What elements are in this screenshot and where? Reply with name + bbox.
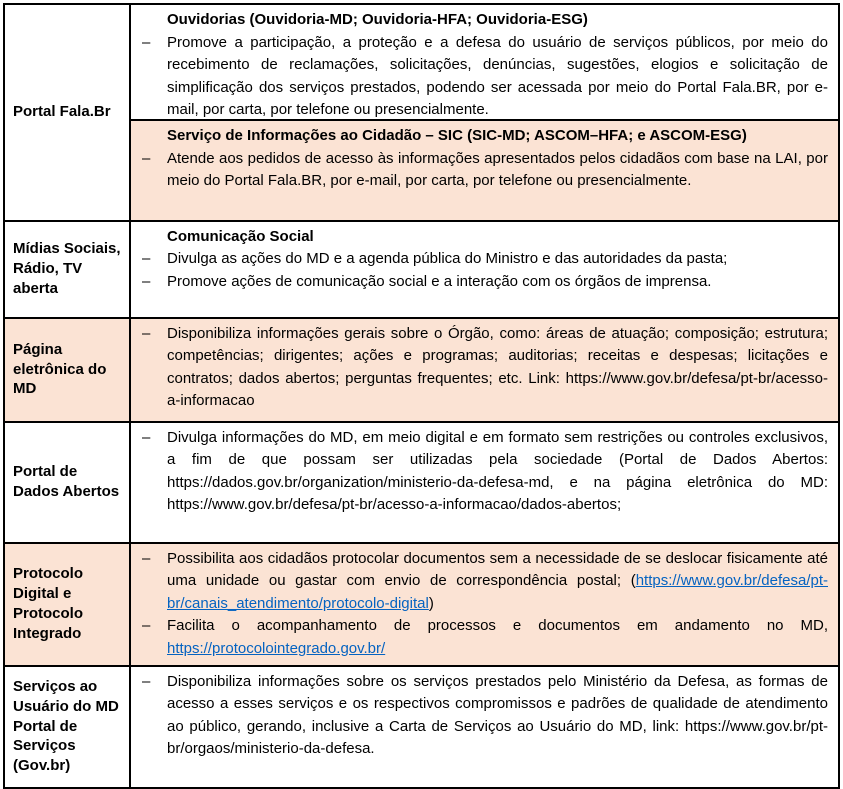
channel-sections <box>131 544 838 665</box>
channel-sections <box>131 5 838 220</box>
bullet-dash: – <box>142 672 151 690</box>
bullet-text <box>167 615 828 660</box>
bullet-item <box>139 548 828 616</box>
bullet-text <box>167 323 828 413</box>
bullet-text <box>167 271 828 294</box>
bullet-item <box>139 32 828 122</box>
channel-label-cell <box>5 5 131 220</box>
channel-label: Serviços ao Usuário do MD Portal de Serviços (Gov.br) <box>13 678 119 775</box>
bullet-item <box>139 671 828 761</box>
bullet-dash: – <box>142 428 151 446</box>
bullet-dash: – <box>142 250 151 267</box>
channel-section <box>131 222 838 317</box>
channel-label: Mídias Sociais, Rádio, TV aberta <box>13 240 121 297</box>
hyperlink[interactable]: https://www.gov.br/defesa/pt-br/canais_atendimento/protocolo-digital <box>167 572 828 612</box>
channel-section <box>131 423 838 542</box>
text-segment: Possibilita aos cidadãos protocolar documentos sem a necessidade de se deslocar fisicamente até uma unidade ou gastar com envio de correspondência postal; ( <box>167 549 828 589</box>
bullet-text <box>167 148 828 193</box>
bullet-item <box>139 271 828 294</box>
channel-sections <box>131 423 838 542</box>
channel-section <box>131 5 838 119</box>
channel-section <box>131 544 838 665</box>
channel-section <box>131 667 838 787</box>
text-segment: Disponibiliza informações sobre os serviços prestados pelo Ministério da Defesa, as formas de acesso a esses serviços e os respectivos compromissos e padrões de qualidade de atendimento ao público, gerando, inclusive a Carta de Serviços ao Usuário do MD, link: https://www.gov.br/pt-br/orgaos/ministerio-da-defesa. <box>167 672 828 757</box>
channel-label: Portal de Dados Abertos <box>13 463 120 500</box>
text-segment: ) <box>428 594 434 612</box>
channel-section <box>131 119 838 220</box>
table-row <box>5 542 838 665</box>
channel-label-cell <box>5 319 131 421</box>
section-heading: Comunicação Social <box>167 227 314 245</box>
hyperlink[interactable]: https://protocolointegrado.gov.br/ <box>167 639 386 657</box>
channel-sections <box>131 222 838 317</box>
section-heading: Ouvidorias (Ouvidoria-MD; Ouvidoria-HFA; Ouvidoria-ESG) <box>167 11 588 28</box>
section-heading: Serviço de Informações ao Cidadão – SIC (SIC-MD; ASCOM–HFA; e ASCOM-ESG) <box>167 127 747 144</box>
bullet-text <box>167 32 828 122</box>
channel-label-cell <box>5 423 131 542</box>
channel-sections <box>131 667 838 787</box>
text-segment: Atende aos pedidos de acesso às informações apresentados pelos cidadãos com base na LAI, por meio do Portal Fala.BR, por e-mail, por carta, por telefone ou presencialmente. <box>167 149 828 189</box>
bullet-dash: – <box>142 272 151 290</box>
bullet-text <box>167 427 828 517</box>
text-segment: Promove ações de comunicação social e a interação com os órgãos de imprensa. <box>167 272 712 290</box>
table-row <box>5 5 838 220</box>
channels-table <box>3 3 840 789</box>
table-row <box>5 317 838 421</box>
bullet-dash: – <box>142 549 151 567</box>
bullet-dash: – <box>142 324 151 342</box>
text-segment: Promove a participação, a proteção e a defesa do usuário de serviços públicos, por meio do recebimento de reclamações, solicitações, denúncias, sugestões, elogios e solicitação de simplificação dos serviços prestados, podendo ser acessada por meio do Portal Fala.BR, por e-mail, por carta, por telefone ou presencialmente. <box>167 33 828 118</box>
bullet-dash: – <box>142 149 151 167</box>
text-segment: Divulga as ações do MD e a agenda pública do Ministro e das autoridades da pasta; <box>167 250 728 267</box>
bullet-text <box>167 248 828 271</box>
bullet-item <box>139 427 828 517</box>
text-segment: Facilita o acompanhamento de processos e documentos em andamento no MD, <box>167 617 828 634</box>
channel-section <box>131 319 838 421</box>
text-segment: Disponibiliza informações gerais sobre o Órgão, como: áreas de atuação; composição; estrutura; competências; dirigentes; ações e programas; auditorias; receitas e despesas; licitações e contratos; dados abertos; perguntas frequentes; etc. Link: https://www.gov.br/defesa/pt-br/acesso-a-informacao <box>167 324 828 409</box>
channel-label: Protocolo Digital e Protocolo Integrado <box>13 565 83 642</box>
bullet-dash: – <box>142 617 151 634</box>
bullet-item <box>139 615 828 660</box>
channel-label: Portal Fala.Br <box>13 103 111 121</box>
bullet-item <box>139 248 828 271</box>
channel-label-cell <box>5 544 131 665</box>
table-row <box>5 421 838 542</box>
channel-label-cell <box>5 667 131 787</box>
bullet-text <box>167 548 828 616</box>
bullet-text <box>167 671 828 761</box>
channel-label-cell <box>5 222 131 317</box>
table-row <box>5 220 838 317</box>
bullet-item <box>139 148 828 193</box>
text-segment: Divulga informações do MD, em meio digital e em formato sem restrições ou controles exclusivos, a fim de que possam ser utilizadas pela sociedade (Portal de Dados Abertos: https://dados.gov.br/organization/ministerio-da-defesa-md, e na página eletrônica do MD: https://www.gov.br/defesa/pt-br/acesso-a-informacao/dados-abertos; <box>167 428 828 513</box>
channel-sections <box>131 319 838 421</box>
bullet-item <box>139 323 828 413</box>
table-row <box>5 665 838 787</box>
channel-label: Página eletrônica do MD <box>13 340 107 398</box>
bullet-dash: – <box>142 33 151 51</box>
